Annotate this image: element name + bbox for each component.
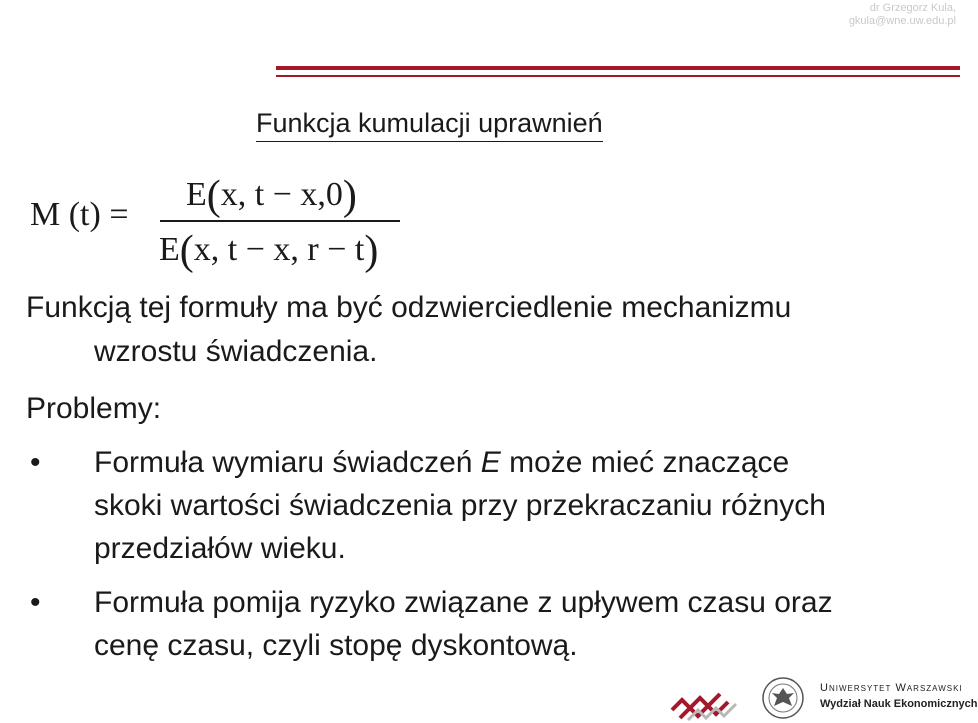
- university-name: Uniwersytet Warszawski: [820, 682, 963, 694]
- bullet-1-prefix: Formuła wymiaru świadczeń: [94, 446, 481, 479]
- numerator-close-paren: ): [342, 173, 357, 219]
- header-rule-thin: [276, 75, 960, 77]
- problems-label: Problemy:: [26, 392, 162, 425]
- author-credit: [849, 2, 956, 28]
- author-email: gkula@wne.uw.edu.pl: [848, 15, 956, 27]
- faculty-name: Wydział Nauk Ekonomicznych: [820, 698, 978, 710]
- paragraph-line-2: wzrostu świadczenia.: [94, 335, 378, 368]
- bullet-1-line-3: przedziałów wieku.: [94, 532, 346, 565]
- formula-denominator: [159, 227, 378, 275]
- bullet-1-suffix: może mieć znaczące: [500, 446, 790, 479]
- bullet-2-line-2: cenę czasu, czyli stopę dyskontową.: [94, 629, 578, 662]
- numerator-open-paren: (: [206, 173, 221, 219]
- denominator-open-paren: (: [179, 228, 194, 274]
- fraction-bar: [160, 220, 400, 222]
- denominator-close-paren: ): [364, 228, 379, 274]
- bullet-1-line-1: [94, 444, 789, 482]
- bullet-1-italic: E: [480, 446, 501, 479]
- footer-logos: [668, 674, 978, 722]
- numerator-letter: E: [186, 176, 207, 213]
- header-rule-thick: [276, 66, 960, 70]
- wne-zigzag-logo: [668, 674, 748, 720]
- numerator-args: x, t − x,0: [220, 176, 343, 213]
- denominator-letter: E: [159, 231, 180, 268]
- formula-numerator: [186, 172, 357, 220]
- paragraph-line-1: Funkcją tej formuły ma być odzwierciedlenie mechanizmu: [26, 291, 792, 324]
- bullet-1-line-2: skoki wartości świadczenia przy przekraczaniu różnych: [94, 489, 826, 522]
- bullet-2-marker: •: [30, 586, 41, 619]
- bullet-2-line-1: Formuła pomija ryzyko związane z upływem czasu oraz: [94, 586, 833, 619]
- formula-lhs: M (t) =: [30, 196, 129, 233]
- slide-title: Funkcja kumulacji uprawnień: [256, 106, 603, 142]
- university-eagle-crest-icon: [756, 676, 810, 720]
- denominator-args: x, t − x, r − t: [193, 231, 365, 268]
- author-name: dr Grzegorz Kula,: [869, 2, 956, 14]
- bullet-1-marker: •: [30, 446, 41, 479]
